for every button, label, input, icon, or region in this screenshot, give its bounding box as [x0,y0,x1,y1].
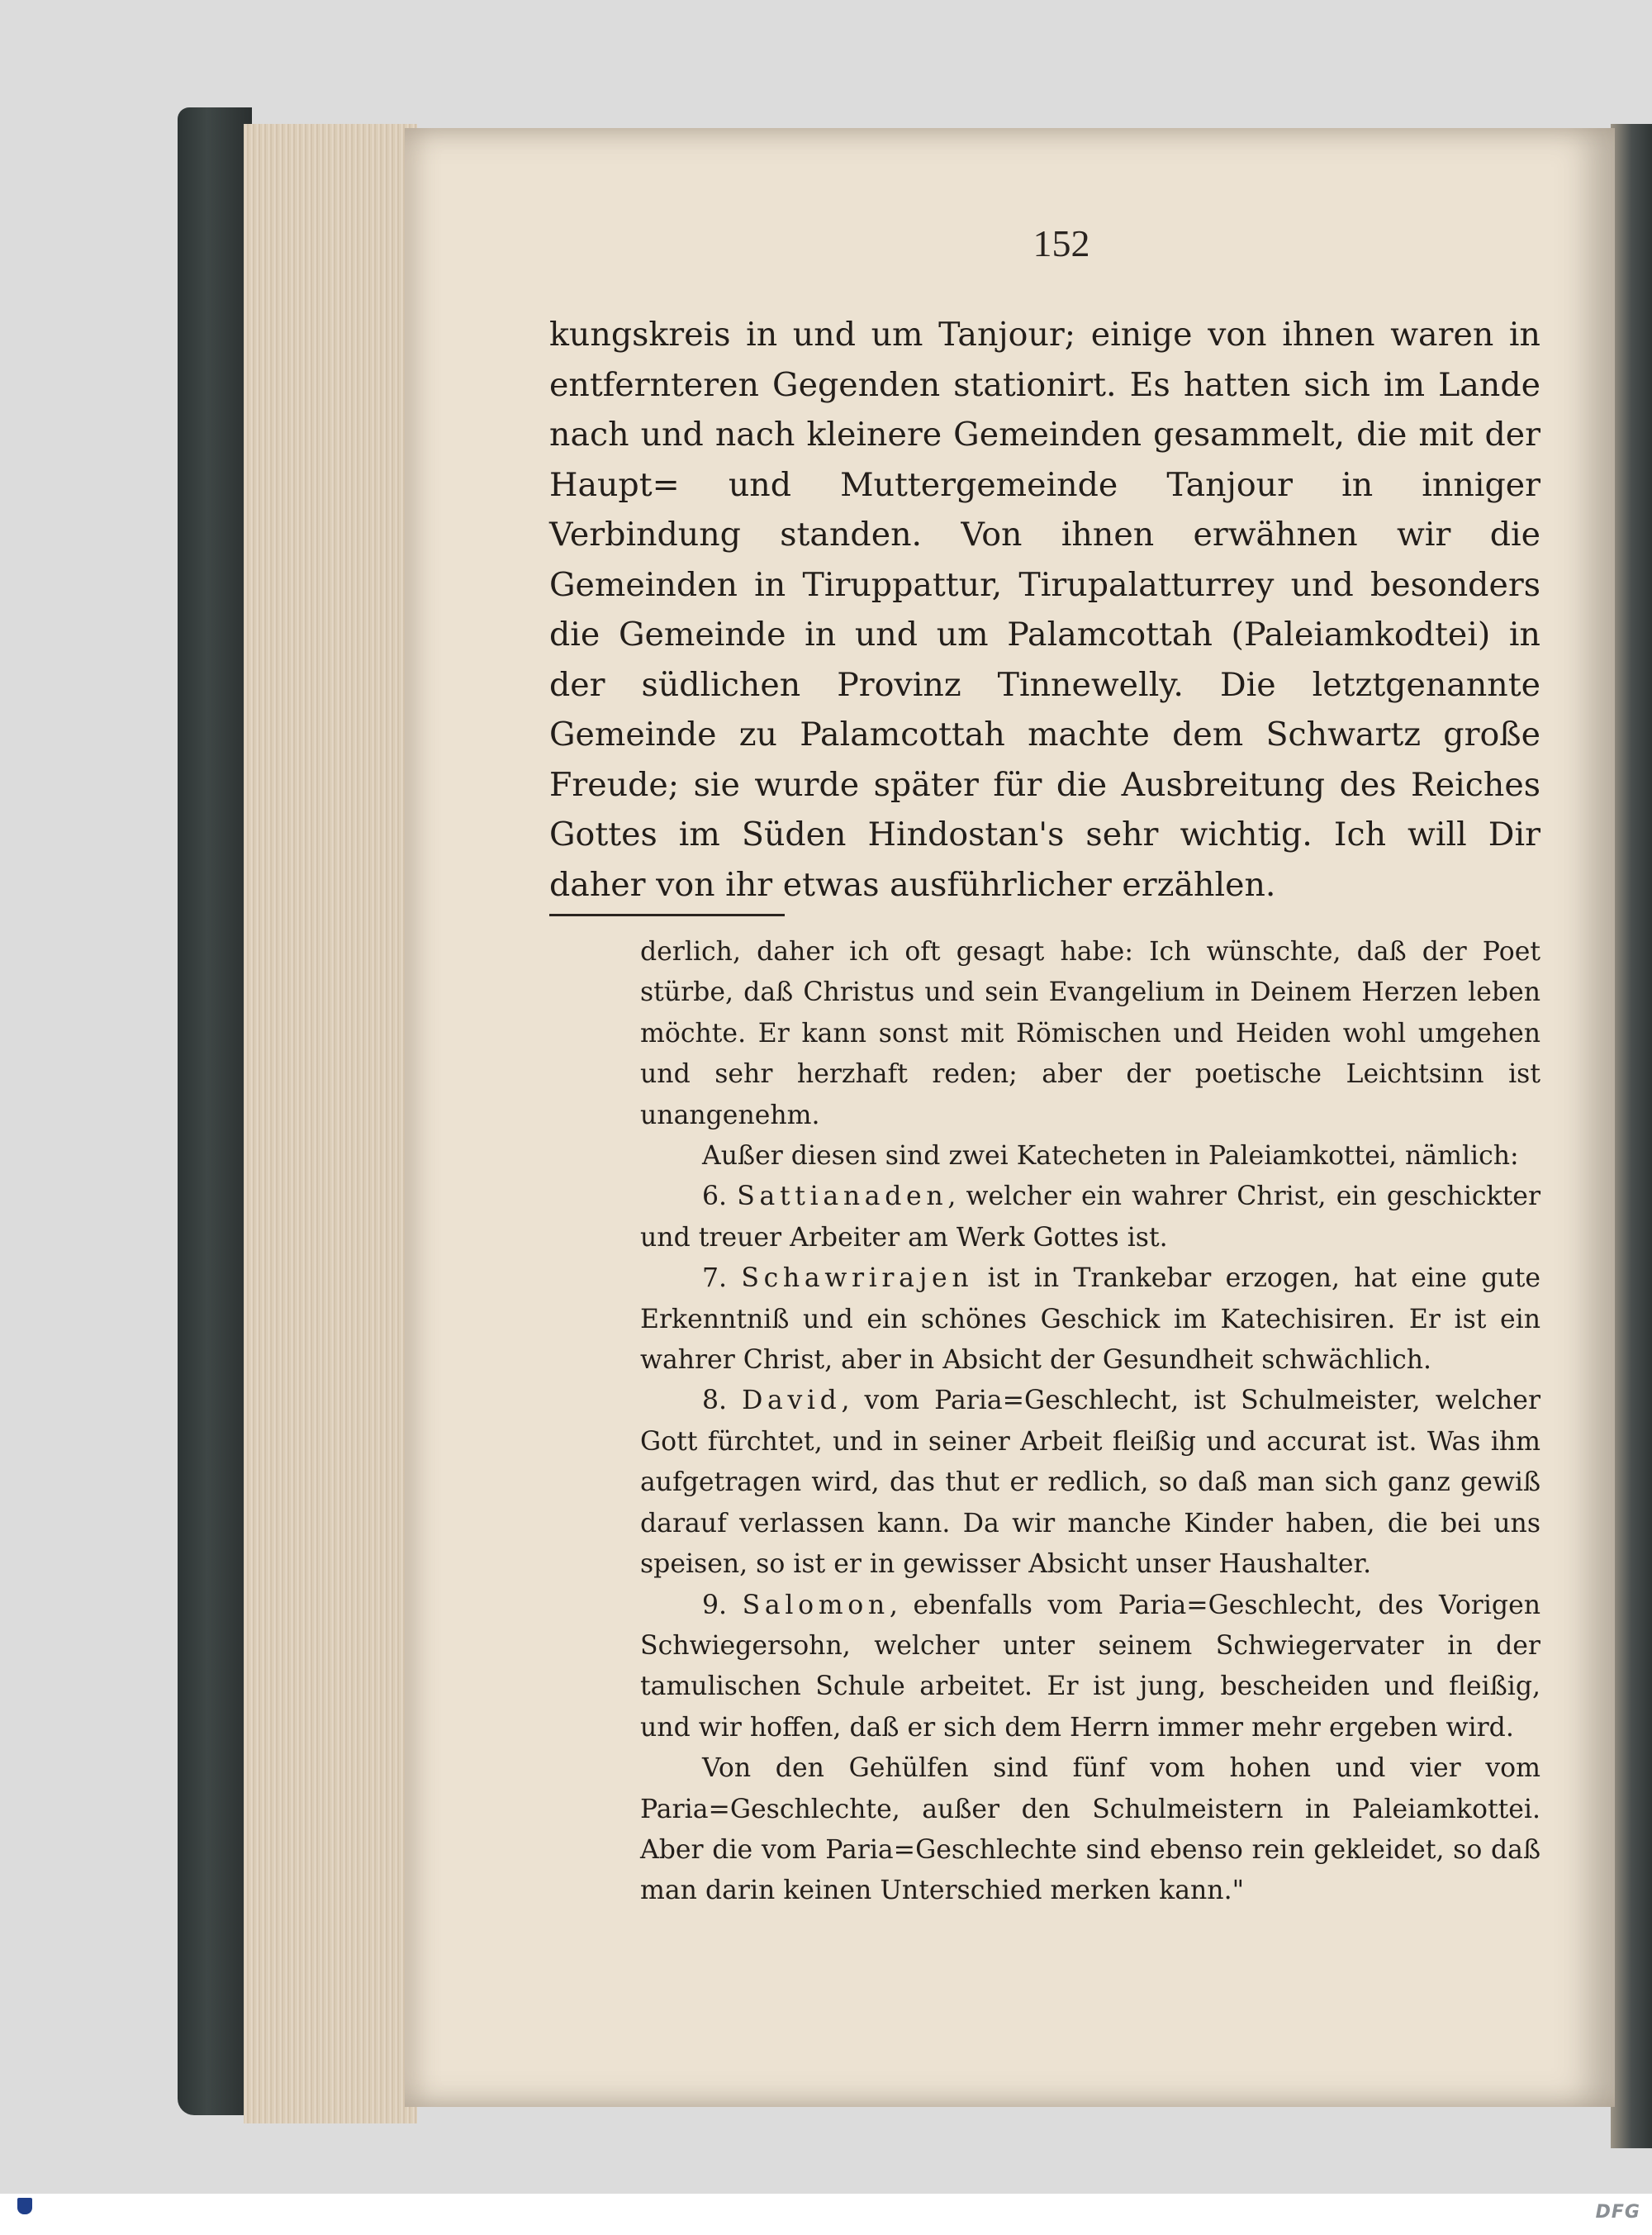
footnote-item [640,1586,1540,1749]
page-edges [244,124,417,2123]
footnote-item [640,1381,1540,1585]
shield-icon [17,2198,32,2214]
item-number: 9. [702,1590,728,1620]
footnote [640,932,1540,1912]
item-text: , vom Paria=Geschlecht, ist Schulmeister, welcher Gott fürchtet, und in seiner Arbeit fleißig und accurat ist. Was ihm aufgetragen wird, das thut er redlich, so daß man sich ganz gewiß darauf verlassen kann. Da wir manche Kinder haben, die bei uns speisen, so ist er in gewisser Absicht unser Haushalter. [640,1386,1541,1580]
footnote-item [640,1177,1540,1258]
footnote-paragraph: Außer diesen sind zwei Katecheten in Paleiamkottei, nämlich: [702,1141,1519,1172]
item-number: 6. [702,1182,728,1212]
page-number: 152 [1032,222,1090,264]
footnote-item [640,1258,1540,1381]
dfg-logo: DFG [1595,2202,1640,2223]
item-number: 8. [702,1386,728,1416]
item-name: David [742,1386,842,1416]
book-cover-edge [1611,124,1652,2148]
item-name: Salomon [742,1590,890,1620]
footnote-paragraph: derlich, daher ich oft gesagt habe: Ich wünschte, daß der Poet stürbe, daß Christus und sein Evangelium in Deinem Herzen leben möchte. Er kann sonst mit Römischen und Heiden wohl umgehen und sehr herzhaft reden; aber der poetische Leichtsinn ist unangenehm. [640,937,1540,1130]
item-text: , welcher ein wahrer Christ, ein geschickter und treuer Arbeiter am Werk Gottes ist. [640,1182,1540,1253]
book-binding [178,107,252,2115]
item-number: 7. [702,1263,728,1294]
item-name: Sattianaden [737,1182,948,1212]
main-text: kungskreis in und um Tanjour; einige von ihnen waren in entfernteren Gegenden stationirt. Es hatten sich im Lande nach und nach kleinere Gemeinden gesammelt, die mit der Haupt= und Muttergemeinde Tanjour in inniger Verbindung standen. Von ihnen erwähnen wir die Gemeinden in Tiruppattur, Tirupalatturrey und besonders die Gemeinde in und um Palamcottah (Paleiamkodtei) in der südlichen Provinz Tinnewelly. Die letztgenannte Gemeinde zu Palamcottah machte dem Schwartz große Freude; sie wurde später für die Ausbreitung des Reiches Gottes im Süden Hindostan's sehr wichtig. Ich will Dir daher von ihr etwas ausführlicher erzählen. [549,316,1540,904]
item-text: , ebenfalls vom Paria=Geschlecht, des Vorigen Schwiegersohn, welcher unter seinem Schwiegervater in der tamulischen Schule arbeitet. Er ist jung, bescheiden und fleißig, und wir hoffen, daß er sich dem Herrn immer mehr ergeben wird. [640,1590,1541,1743]
footnote-paragraph: Von den Gehülfen sind fünf vom hohen und vier vom Paria=Geschlechte, außer den Schulmeistern in Paleiamkottei. Aber die vom Paria=Geschlechte sind ebenso rein gekleidet, so daß man darin keinen Unterschied merken kann." [640,1753,1540,1906]
footnote-rule [549,914,785,916]
item-text: ist in Trankebar erzogen, hat eine gute Erkenntniß und ein schönes Geschick im Katechisiren. Er ist ein wahrer Christ, aber in Absicht der Gesundheit schwächlich. [640,1263,1540,1376]
library-logo-icon [8,2198,41,2231]
viewer-footer-bar [0,2194,1652,2235]
item-name: Schawrirajen [741,1263,974,1294]
